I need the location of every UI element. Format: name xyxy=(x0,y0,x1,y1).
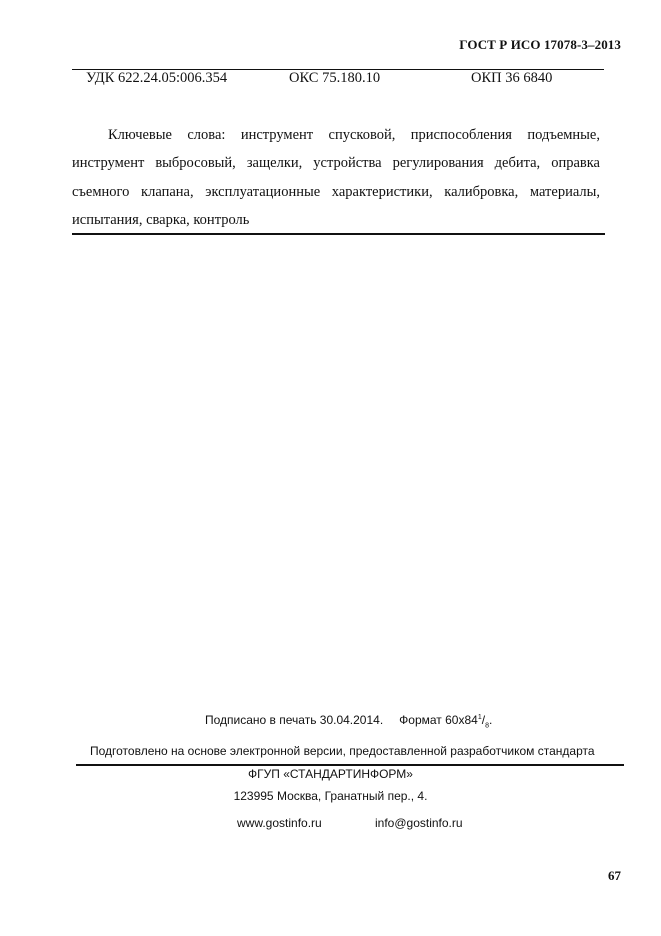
format-fraction-denominator: 8 xyxy=(485,722,489,730)
udk-code: УДК 622.24.05:006.354 xyxy=(86,70,228,86)
email-link[interactable]: info@gostinfo.ru xyxy=(375,816,463,830)
signed-for-print-line xyxy=(205,713,493,730)
oks-code: ОКС 75.180.10 xyxy=(289,70,381,86)
signed-date: Подписано в печать 30.04.2014. xyxy=(205,713,384,727)
paper-format: Формат $60x84^1/_8$. xyxy=(399,713,493,730)
document-code: ГОСТ Р ИСО 17078-3–2013 xyxy=(459,37,621,52)
publisher-address: 123995 Москва, Гранатный пер., 4. xyxy=(233,789,428,803)
keywords-paragraph: Ключевые слова: инструмент спусковой, приспособления подъемные, инструмент выбросовый, защелки, устройства регулирования дебита, оправка съемного клапана, эксплуатационные характеристики, калибровка, материалы, испытания, сварка, контроль xyxy=(72,127,600,228)
publisher-name: ФГУП «СТАНДАРТИНФОРМ» xyxy=(248,767,413,781)
page-number: 67 xyxy=(608,868,621,883)
okp-code: ОКП 36 6840 xyxy=(471,70,553,86)
imprint-divider xyxy=(76,764,624,766)
format-fraction-numerator: 1 xyxy=(477,714,482,721)
website-link[interactable]: www.gostinfo.ru xyxy=(237,816,322,830)
keywords-divider xyxy=(72,233,605,235)
prepared-note: Подготовлено на основе электронной версии, предоставленной разработчиком стандарта xyxy=(90,744,595,758)
